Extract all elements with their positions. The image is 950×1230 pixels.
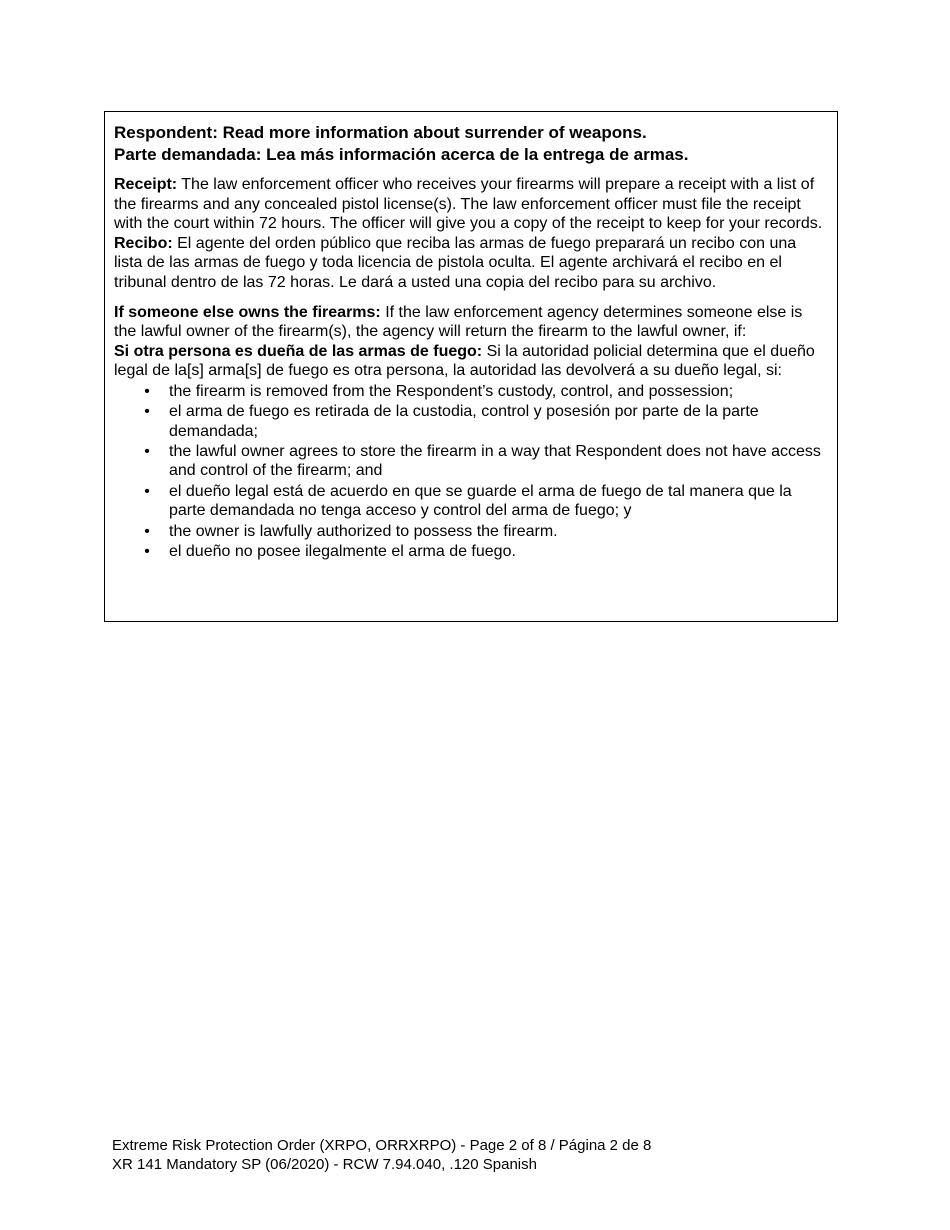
receipt-label-spanish: Recibo: bbox=[114, 234, 173, 252]
page-footer bbox=[112, 1137, 651, 1174]
other-owner-label-english: If someone else owns the firearms: bbox=[114, 303, 381, 321]
other-owner-paragraph-spanish bbox=[114, 342, 828, 381]
footer-form-title: Extreme Risk Protection Order (XRPO, ORRXRPO) - Page 2 of 8 / Página 2 de 8 bbox=[112, 1137, 652, 1154]
other-owner-text-spanish: Si la autoridad policial determina que el dueño legal de la[s] arma[s] de fuego es otra persona, la autoridad las devolverá a su dueño legal, si: bbox=[114, 342, 815, 380]
bullet-icon: • bbox=[144, 522, 150, 540]
receipt-text-english: The law enforcement officer who receives your firearms will prepare a receipt with a list of the firearms and any concealed pistol license(s). The law enforcement officer must file the receipt with the court within 72 hours. The officer will give you a copy of the receipt to keep for your records. bbox=[114, 176, 823, 233]
list-item-text: the firearm is removed from the Respondent’s custody, control, and possession; bbox=[169, 382, 734, 400]
list-item bbox=[114, 482, 828, 521]
bullet-icon: • bbox=[144, 382, 150, 400]
bullet-icon: • bbox=[144, 482, 150, 500]
list-item-text: el dueño no posee ilegalmente el arma de fuego. bbox=[169, 542, 516, 560]
list-item bbox=[114, 402, 828, 441]
list-item bbox=[114, 542, 828, 562]
receipt-label-english: Receipt: bbox=[114, 176, 178, 193]
other-owner-label-spanish: Si otra persona es dueña de las armas de fuego: bbox=[114, 342, 483, 360]
list-item bbox=[114, 442, 828, 481]
bullet-icon: • bbox=[144, 542, 150, 560]
heading-spanish: Parte demandada: Lea más información acerca de la entrega de armas. bbox=[114, 145, 689, 164]
list-item-text: el arma de fuego es retirada de la custodia, control y posesión por parte de la parte demandada; bbox=[169, 402, 759, 440]
receipt-paragraph-spanish bbox=[114, 234, 828, 293]
surrender-info-box bbox=[104, 111, 838, 622]
heading-english: Respondent: Read more information about surrender of weapons. bbox=[114, 123, 647, 142]
list-item bbox=[114, 522, 828, 542]
bullet-icon: • bbox=[144, 402, 150, 420]
list-item-text: the lawful owner agrees to store the firearm in a way that Respondent does not have access and control of the firearm; and bbox=[169, 442, 821, 480]
other-owner-text-english: If the law enforcement agency determines someone else is the lawful owner of the firearm(s), the agency will return the firearm to the lawful owner, if: bbox=[114, 303, 803, 341]
footer-form-id: XR 141 Mandatory SP (06/2020) - RCW 7.94.040, .120 Spanish bbox=[112, 1155, 537, 1173]
list-item-text: el dueño legal está de acuerdo en que se guarde el arma de fuego de tal manera que la parte demandada no tenga acceso y control del arma de fuego; y bbox=[169, 482, 792, 520]
bullet-icon: • bbox=[144, 442, 150, 460]
list-item bbox=[114, 382, 828, 402]
receipt-text-spanish: El agente del orden público que reciba las armas de fuego preparará un recibo con una lista de las armas de fuego y toda licencia de pistola oculta. El agente archivará el recibo en el tribunal dentro de las 72 horas. Le dará a usted una copia del recibo para su archivo. bbox=[114, 234, 797, 291]
receipt-paragraph-english bbox=[114, 175, 828, 234]
conditions-list bbox=[114, 382, 828, 562]
other-owner-paragraph-english bbox=[114, 303, 828, 342]
list-item-text: the owner is lawfully authorized to possess the firearm. bbox=[169, 522, 558, 540]
